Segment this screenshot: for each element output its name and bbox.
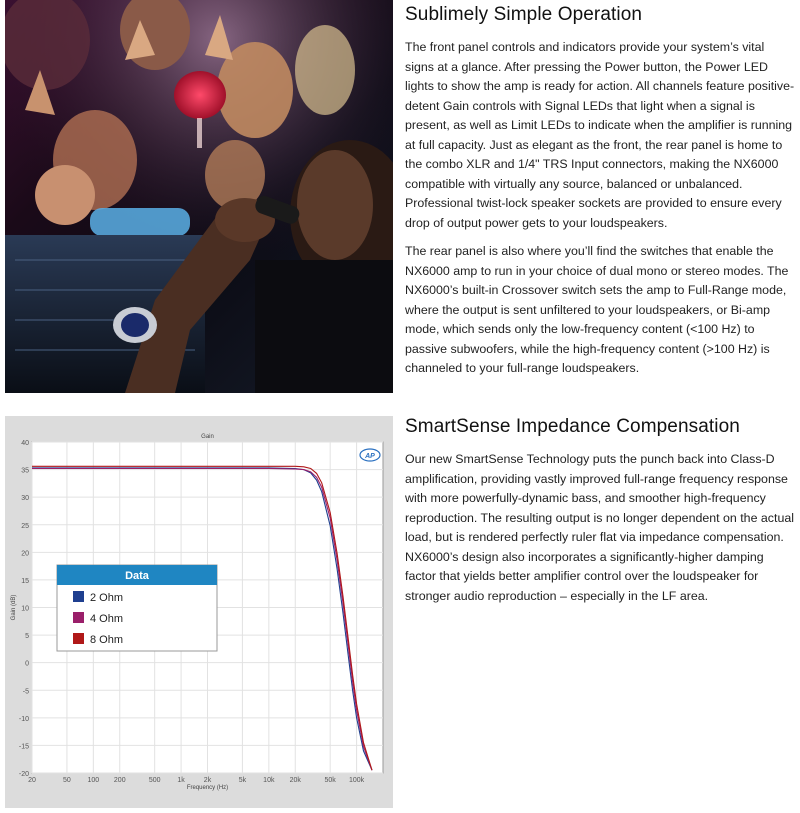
y-axis-label: Gain (dB)	[11, 594, 17, 621]
y-tick-label: -15	[18, 743, 29, 751]
concert-crowd-photo	[5, 0, 393, 393]
x-axis-label: Frequency (Hz)	[186, 785, 229, 791]
photo-illustration	[5, 0, 393, 393]
ap-logo-text: AP	[365, 453, 375, 460]
x-tick-label: 10k	[263, 777, 275, 784]
y-tick-label: 10	[21, 605, 29, 613]
y-tick-label: 5	[25, 633, 29, 641]
y-tick-label: -10	[18, 715, 29, 723]
x-tick-label: 500	[148, 777, 161, 784]
legend-swatch	[73, 612, 84, 623]
y-tick-label: 0	[25, 660, 29, 668]
section-sublimely-simple	[405, 4, 795, 388]
y-tick-label: -20	[18, 771, 29, 778]
section-smartsense	[405, 416, 795, 615]
legend-item: 2 Ohm	[90, 592, 124, 604]
x-tick-label: 2k	[203, 777, 212, 784]
paragraph: Our new SmartSense Technology puts the punch back into Class-D amplification, providing vastly improved full-range frequency response with more powerfully-dynamic bass, and smoother high-frequency reproduction. The resulting output is no longer dependent on the actual load, but is rendered perfectly ruler flat via impedance compensation. NX6000’s design also incorporates a significantly-higher damping factor that yields better amplifier control over the loudspeaker for stronger audio reproduction – especially in the LF area.	[405, 452, 794, 603]
y-tick-label: -5	[22, 688, 29, 696]
x-tick-label: 100	[87, 777, 100, 784]
y-tick-label: 40	[21, 440, 29, 447]
legend-swatch	[73, 591, 84, 602]
x-tick-label: 100k	[348, 777, 365, 784]
section-heading: SmartSense Impedance Compensation	[405, 416, 740, 437]
y-tick-label: 25	[21, 522, 29, 530]
y-tick-label: 20	[21, 550, 29, 558]
y-tick-label: 15	[21, 577, 29, 585]
chart-title: Gain	[201, 434, 214, 440]
legend-item: 4 Ohm	[90, 613, 124, 625]
legend-swatch	[73, 633, 84, 644]
x-tick-label: 20k	[289, 777, 301, 784]
x-tick-label: 50	[63, 777, 71, 784]
gain-chart-panel	[5, 416, 393, 808]
x-tick-label: 5k	[238, 777, 247, 784]
x-tick-label: 1k	[177, 777, 185, 784]
x-tick-label: 200	[113, 777, 126, 784]
paragraph: The rear panel is also where you’ll find the switches that enable the NX6000 amp to run in your choice of dual mono or stereo modes. The NX6000’s built-in Crossover switch sets the amp to Full-Range mode, where the output is sent unfiltered to your loudspeakers, or Bi-amp mode, which sends only the low-frequency content (<100 Hz) to passive subwoofers, while the high-frequency content (>100 Hz) is channeled to your full-range loudspeakers.	[405, 244, 789, 375]
x-tick-label: 20	[28, 777, 36, 784]
gain-chart	[5, 416, 393, 808]
y-tick-label: 30	[21, 495, 29, 503]
legend-title: Data	[125, 570, 149, 582]
paragraph: The front panel controls and indicators provide your system’s vital signs at a glance. After pressing the Power button, the Power LED lights to show the amp is ready for action. All channels feature positive-detent Gain controls with Signal LEDs that light when a signal is present, as well as Limit LEDs to indicate when the amplifier is running at full capacity. Just as elegant as the front, the rear panel is home to the combo XLR and 1/4" TRS Input connectors, making the NX6000 compatible with virtually any source, balanced or unbalanced. Professional twist-lock speaker sockets are provided to ensure every drop of output power gets to your loudspeakers.	[405, 40, 795, 230]
x-tick-label: 50k	[324, 777, 336, 784]
y-tick-label: 35	[21, 467, 29, 475]
section-heading: Sublimely Simple Operation	[405, 4, 643, 25]
legend-item: 8 Ohm	[90, 634, 124, 646]
